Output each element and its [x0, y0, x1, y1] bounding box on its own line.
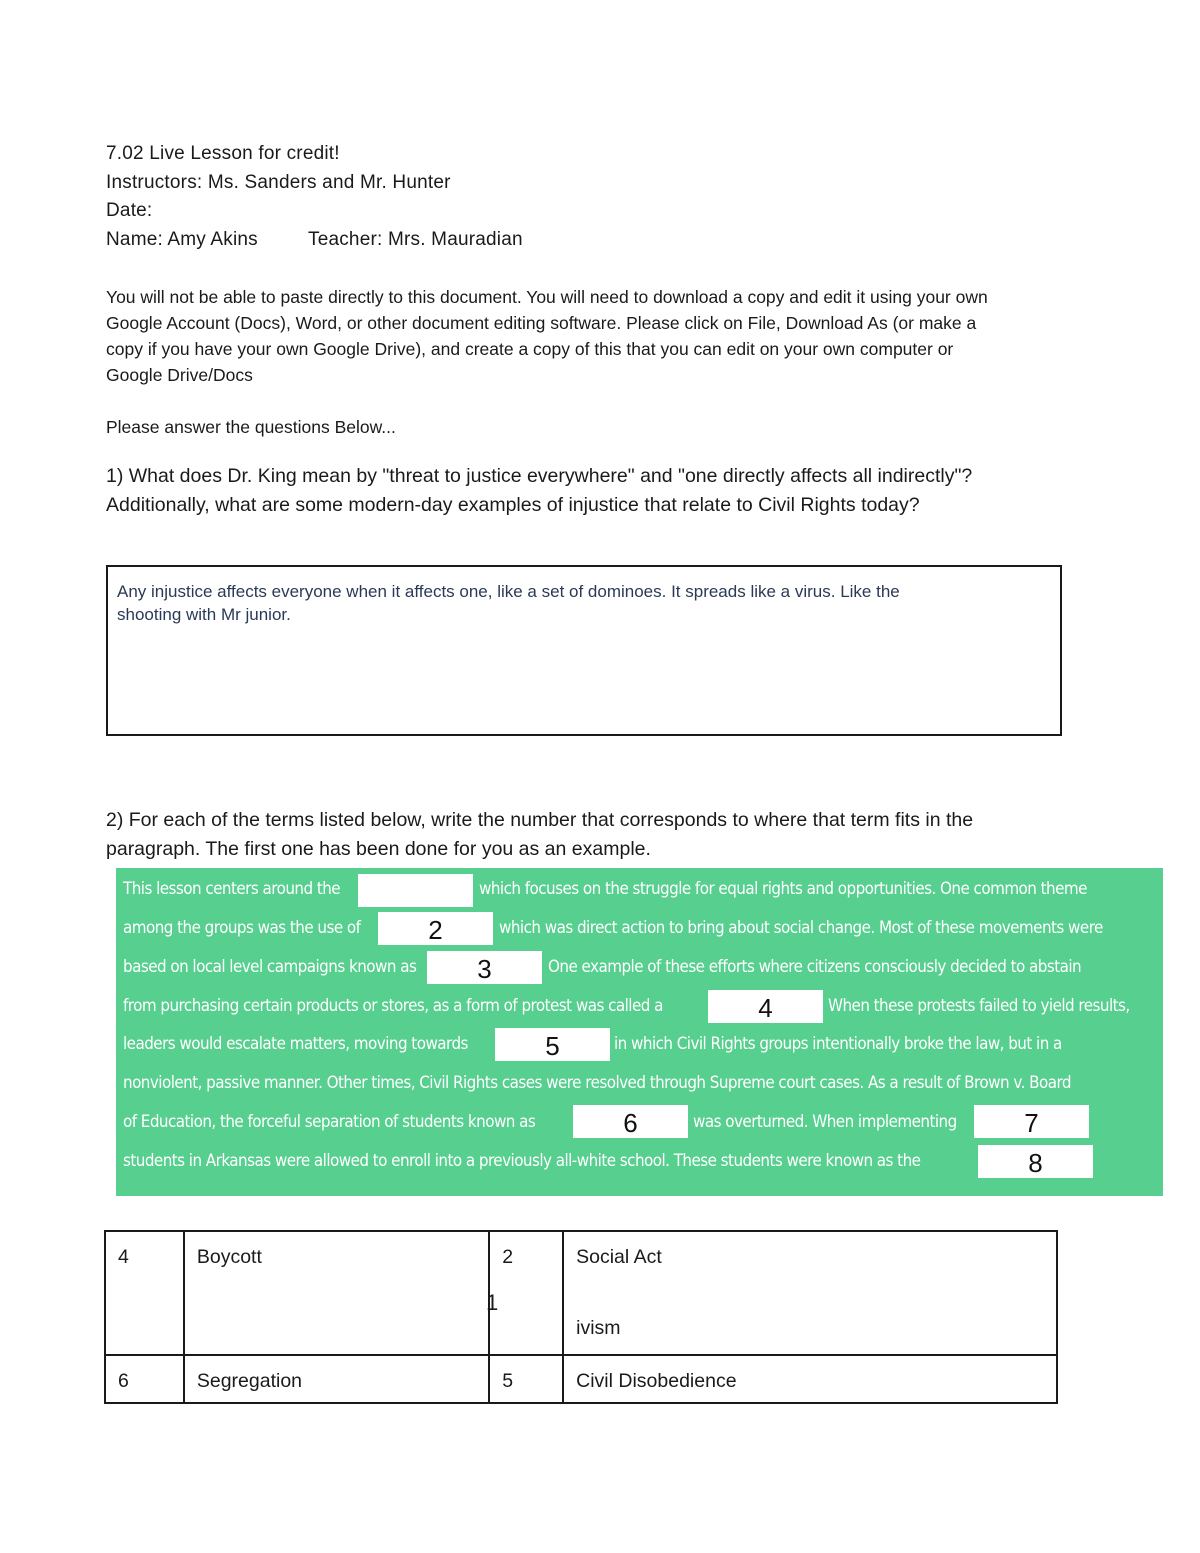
instructors-line: Instructors: Ms. Sanders and Mr. Hunter — [106, 172, 451, 193]
question-1-line: Additionally, what are some modern-day examples of injustice that relate to Civil Rights today? — [106, 494, 920, 516]
term-number-cell[interactable]: 4 — [105, 1231, 184, 1355]
term-number-cell[interactable]: 5 — [489, 1355, 563, 1403]
date-line: Date: — [106, 200, 153, 221]
blank-8[interactable]: 8 — [978, 1145, 1093, 1178]
answer-prompt: Please answer the questions Below... — [106, 417, 396, 437]
answer-text-1[interactable] — [117, 580, 1030, 626]
table-row — [105, 1355, 1057, 1403]
paragraph-text: One example of these efforts where citizens consciously decided to abstain — [548, 957, 1082, 976]
paragraph-text: leaders would escalate matters, moving towards — [123, 1034, 468, 1053]
paragraph-text: in which Civil Rights groups intentionally broke the law, but in a — [614, 1034, 1062, 1053]
instructions-line: copy if you have your own Google Drive), and create a copy of this that you can edit on your own computer or — [106, 339, 954, 359]
name-line: Name: Amy Akins — [106, 229, 258, 250]
blank-7[interactable]: 7 — [974, 1105, 1089, 1138]
term-text-continued: ivism — [576, 1317, 621, 1339]
instructions-line: Google Drive/Docs — [106, 365, 253, 385]
blank-2[interactable]: 2 — [378, 912, 493, 945]
paragraph-text: This lesson centers around the — [123, 879, 341, 898]
instructions-line: You will not be able to paste directly to this document. You will need to download a copy and edit it using your own — [106, 287, 988, 307]
terms-table — [104, 1230, 1058, 1404]
fill-in-paragraph-panel — [116, 868, 1163, 1196]
question-1-line: 1) What does Dr. King mean by "threat to justice everywhere" and "one directly affects all indirectly"? — [106, 465, 973, 487]
term-cell — [563, 1231, 1057, 1355]
paragraph-text: based on local level campaigns known as — [123, 957, 417, 976]
paragraph-text: which was direct action to bring about social change. Most of these movements were — [499, 918, 1103, 937]
table-row — [105, 1231, 1057, 1355]
paragraph-text: nonviolent, passive manner. Other times, Civil Rights cases were resolved through Supreme court cases. As a result of Brown v. Board — [123, 1073, 1071, 1092]
answer-line: Any injustice affects everyone when it affects one, like a set of dominoes. It spreads like a virus. Like the — [117, 582, 900, 601]
term-cell: Boycott — [184, 1231, 489, 1355]
question-1 — [106, 462, 1106, 520]
answer-box-1[interactable] — [106, 565, 1062, 736]
answer-line: shooting with Mr junior. — [117, 605, 291, 624]
stray-mark: 1 — [486, 1290, 499, 1315]
term-cell: Civil Disobedience — [563, 1355, 1057, 1403]
paragraph-text: was overturned. When implementing — [693, 1112, 957, 1131]
term-number-cell[interactable]: 6 — [105, 1355, 184, 1403]
question-2 — [106, 806, 1106, 864]
blank-3[interactable]: 3 — [427, 951, 542, 984]
paragraph-text: students in Arkansas were allowed to enroll into a previously all-white school. These students were known as the — [123, 1151, 921, 1170]
instructions-line: Google Account (Docs), Word, or other document editing software. Please click on File, Download As (or make a — [106, 313, 977, 333]
blank-1[interactable] — [358, 874, 473, 907]
term-text: Social Act — [576, 1246, 662, 1268]
question-2-line: 2) For each of the terms listed below, write the number that corresponds to where that term fits in the — [106, 809, 974, 831]
instructions — [106, 284, 1106, 388]
term-cell: Segregation — [184, 1355, 489, 1403]
paragraph-text: which focuses on the struggle for equal rights and opportunities. One common theme — [479, 879, 1087, 898]
blank-6[interactable]: 6 — [573, 1105, 688, 1138]
paragraph-text: from purchasing certain products or stores, as a form of protest was called a — [123, 996, 663, 1015]
blank-4[interactable]: 4 — [708, 990, 823, 1023]
term-number-cell[interactable]: 2 — [489, 1231, 563, 1355]
doc-title: 7.02 Live Lesson for credit! — [106, 143, 340, 164]
blank-5[interactable]: 5 — [495, 1028, 610, 1061]
question-2-line: paragraph. The first one has been done for you as an example. — [106, 838, 651, 860]
paragraph-text: among the groups was the use of — [123, 918, 361, 937]
teacher-line: Teacher: Mrs. Mauradian — [308, 229, 523, 250]
paragraph-text: When these protests failed to yield results, — [828, 996, 1130, 1015]
paragraph-text: of Education, the forceful separation of students known as — [123, 1112, 536, 1131]
